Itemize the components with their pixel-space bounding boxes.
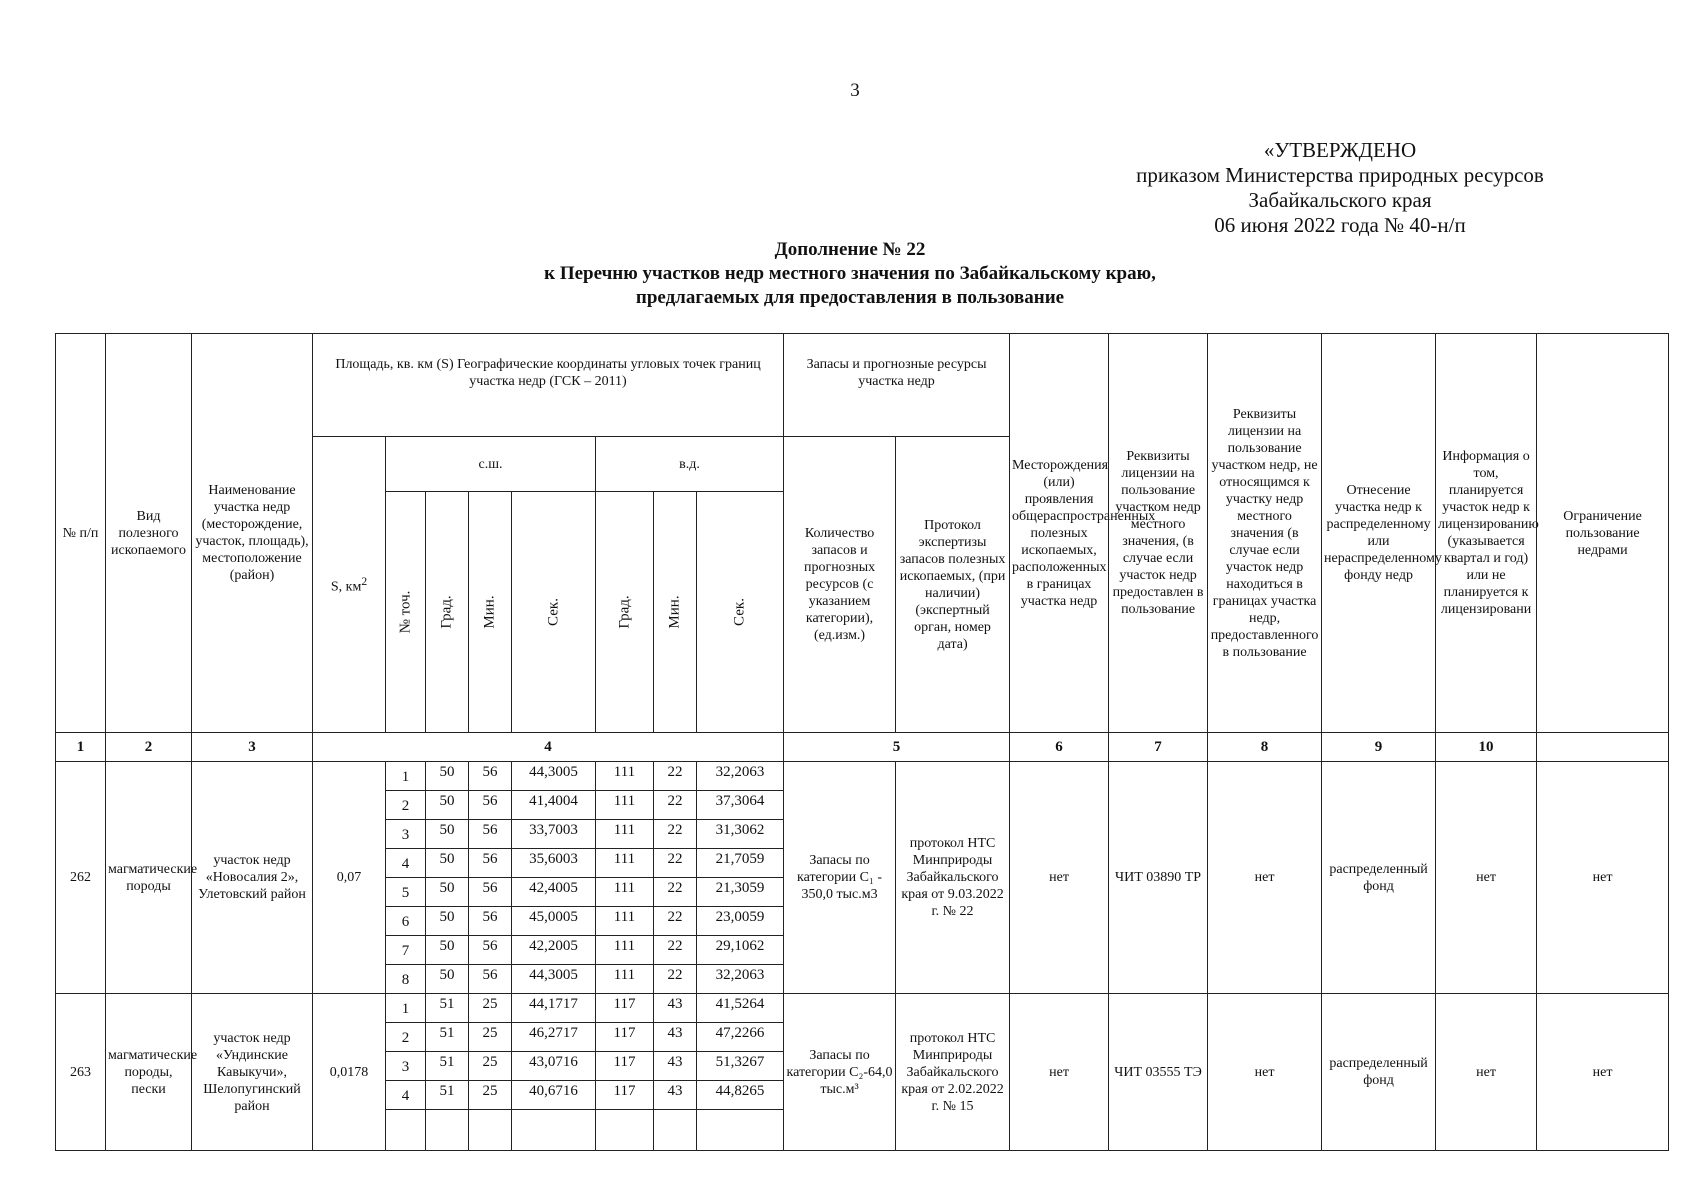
- empty-cell: [596, 1110, 654, 1151]
- title-line-3: предлагаемых для предоставления в пользование: [635, 287, 1065, 308]
- expert-protocol: протокол НТС Минприроды Забайкальского края от 2.02.2022 г. № 15: [896, 994, 1010, 1151]
- north-deg: 50: [426, 820, 469, 849]
- point-number: 2: [386, 791, 426, 820]
- east-min: 43: [654, 1081, 697, 1110]
- site-name: участок недр «Ундинские Кавыкучи», Шелопугинский район: [192, 994, 313, 1151]
- approval-line-3: Забайкальского края: [1248, 188, 1432, 212]
- east-deg: 117: [596, 1023, 654, 1052]
- header-license-other: Реквизиты лицензии на пользование участком недр, не относящимся к участку недр местного значения (в случае если участок недр находиться в границах участка недр, предоставленного в пользование: [1208, 334, 1322, 733]
- north-sec: 44,3005: [512, 965, 596, 994]
- east-deg: 111: [596, 936, 654, 965]
- header-deposits: Месторождения (или) проявления общераспространенных полезных ископаемых, расположенных в границах участка недр: [1010, 334, 1109, 733]
- column-number: 10: [1436, 733, 1537, 762]
- north-deg: 50: [426, 791, 469, 820]
- point-number: 6: [386, 907, 426, 936]
- licensing-info: нет: [1436, 994, 1537, 1151]
- mineral-type: магматические породы: [106, 762, 192, 994]
- east-sec: 51,3267: [697, 1052, 784, 1081]
- east-min: 22: [654, 878, 697, 907]
- north-deg: 51: [426, 994, 469, 1023]
- header-mineral-type: Вид полезного ископаемого: [106, 334, 192, 733]
- north-deg: 50: [426, 907, 469, 936]
- point-number: 1: [386, 994, 426, 1023]
- approval-stamp: [1100, 138, 1580, 238]
- fund-status: распределенный фонд: [1322, 994, 1436, 1151]
- column-number-row: [56, 733, 1669, 762]
- title-line-1: Дополнение № 22: [774, 239, 926, 260]
- empty-cell: [386, 1110, 426, 1151]
- north-sec: 40,6716: [512, 1081, 596, 1110]
- north-sec: 44,1717: [512, 994, 596, 1023]
- row-number: 262: [56, 762, 106, 994]
- east-min: 22: [654, 820, 697, 849]
- area-value: 0,07: [313, 762, 386, 994]
- north-sec: 42,2005: [512, 936, 596, 965]
- title-line-2: к Перечню участков недр местного значения по Забайкальскому краю,: [544, 263, 1156, 284]
- north-min: 25: [469, 994, 512, 1023]
- header-site-name: Наименование участка недр (месторождение, участок, площадь), местоположение (район): [192, 334, 313, 733]
- license-other: нет: [1208, 762, 1322, 994]
- header-north-sec: Сек.: [512, 492, 596, 733]
- east-sec: 31,3062: [697, 820, 784, 849]
- expert-protocol: протокол НТС Минприроды Забайкальского края от 9.03.2022 г. № 22: [896, 762, 1010, 994]
- header-reserves-qty: Количество запасов и прогнозных ресурсов (с указанием категории), (ед.изм.): [784, 437, 896, 733]
- header-num: № п/п: [56, 334, 106, 733]
- approval-line-2: приказом Министерства природных ресурсов: [1136, 163, 1544, 187]
- column-number: 8: [1208, 733, 1322, 762]
- east-deg: 111: [596, 965, 654, 994]
- north-sec: 45,0005: [512, 907, 596, 936]
- east-min: 22: [654, 907, 697, 936]
- north-min: 56: [469, 762, 512, 791]
- north-min: 56: [469, 936, 512, 965]
- north-min: 56: [469, 849, 512, 878]
- fund-status: распределенный фонд: [1322, 762, 1436, 994]
- north-deg: 51: [426, 1023, 469, 1052]
- north-sec: 46,2717: [512, 1023, 596, 1052]
- east-min: 43: [654, 994, 697, 1023]
- empty-cell: [469, 1110, 512, 1151]
- column-number: 4: [313, 733, 784, 762]
- empty-cell: [512, 1110, 596, 1151]
- east-sec: 32,2063: [697, 762, 784, 791]
- column-number: 5: [784, 733, 1010, 762]
- header-east-deg: Град.: [596, 492, 654, 733]
- east-sec: 47,2266: [697, 1023, 784, 1052]
- north-min: 56: [469, 878, 512, 907]
- point-number: 4: [386, 1081, 426, 1110]
- table-row: [56, 762, 1669, 791]
- license-local: ЧИТ 03890 ТР: [1109, 762, 1208, 994]
- east-sec: 23,0059: [697, 907, 784, 936]
- point-number: 8: [386, 965, 426, 994]
- empty-cell: [654, 1110, 697, 1151]
- north-min: 56: [469, 791, 512, 820]
- column-number: [1537, 733, 1669, 762]
- reserves-qty: Запасы по категории С₁ - 350,0 тыс.м3: [784, 762, 896, 994]
- north-min: 56: [469, 907, 512, 936]
- north-deg: 50: [426, 878, 469, 907]
- east-sec: 21,7059: [697, 849, 784, 878]
- point-number: 5: [386, 878, 426, 907]
- header-east-min: Мин.: [654, 492, 697, 733]
- east-sec: 32,2063: [697, 965, 784, 994]
- east-sec: 29,1062: [697, 936, 784, 965]
- restriction-info: нет: [1537, 994, 1669, 1151]
- approval-line-1: «УТВЕРЖДЕНО: [1263, 138, 1417, 162]
- north-deg: 50: [426, 762, 469, 791]
- east-deg: 117: [596, 1052, 654, 1081]
- north-min: 56: [469, 965, 512, 994]
- east-deg: 111: [596, 907, 654, 936]
- north-deg: 50: [426, 936, 469, 965]
- empty-cell: [426, 1110, 469, 1151]
- north-min: 56: [469, 820, 512, 849]
- header-area-coordinates: Площадь, кв. км (S) Географические координаты угловых точек границ участка недр (ГСК – 2011): [313, 334, 784, 437]
- point-number: 4: [386, 849, 426, 878]
- point-number: 2: [386, 1023, 426, 1052]
- header-north-deg: Град.: [426, 492, 469, 733]
- mineral-type: магматические породы, пески: [106, 994, 192, 1151]
- header-license-local: Реквизиты лицензии на пользование участком недр местного значения, (в случае если участок недр предоставлен в пользование: [1109, 334, 1208, 733]
- reserves-qty: Запасы по категории С₂-64,0 тыс.м³: [784, 994, 896, 1151]
- east-deg: 111: [596, 820, 654, 849]
- header-north-latitude: с.ш.: [386, 437, 596, 492]
- east-deg: 117: [596, 994, 654, 1023]
- header-east-sec: Сек.: [697, 492, 784, 733]
- east-min: 22: [654, 849, 697, 878]
- document-title: [430, 238, 1270, 310]
- header-north-min: Мин.: [469, 492, 512, 733]
- north-min: 25: [469, 1081, 512, 1110]
- header-protocol: Протокол экспертизы запасов полезных ископаемых, (при наличии) (экспертный орган, номер дата): [896, 437, 1010, 733]
- east-min: 43: [654, 1052, 697, 1081]
- east-deg: 111: [596, 849, 654, 878]
- east-deg: 111: [596, 878, 654, 907]
- licensing-info: нет: [1436, 762, 1537, 994]
- north-sec: 44,3005: [512, 762, 596, 791]
- east-sec: 44,8265: [697, 1081, 784, 1110]
- empty-cell: [697, 1110, 784, 1151]
- column-number: 1: [56, 733, 106, 762]
- deposits-info: нет: [1010, 994, 1109, 1151]
- site-name: участок недр «Новосалия 2», Улетовский район: [192, 762, 313, 994]
- header-reserves-group: Запасы и прогнозные ресурсы участка недр: [784, 334, 1010, 437]
- point-number: 1: [386, 762, 426, 791]
- east-min: 22: [654, 936, 697, 965]
- east-min: 22: [654, 965, 697, 994]
- table-row: [56, 994, 1669, 1023]
- header-point-no: № точ.: [386, 492, 426, 733]
- east-sec: 41,5264: [697, 994, 784, 1023]
- license-other: нет: [1208, 994, 1322, 1151]
- column-number: 7: [1109, 733, 1208, 762]
- north-sec: 41,4004: [512, 791, 596, 820]
- north-deg: 50: [426, 849, 469, 878]
- area-value: 0,0178: [313, 994, 386, 1151]
- deposits-info: нет: [1010, 762, 1109, 994]
- point-number: 3: [386, 820, 426, 849]
- header-area-s: S, $км^2$: [313, 437, 386, 733]
- east-min: 43: [654, 1023, 697, 1052]
- column-number: 6: [1010, 733, 1109, 762]
- approval-line-4: 06 июня 2022 года № 40-н/п: [1214, 213, 1466, 237]
- header-fund: Отнесение участка недр к распределенному или нераспределенному фонду недр: [1322, 334, 1436, 733]
- column-number: 9: [1322, 733, 1436, 762]
- east-deg: 111: [596, 762, 654, 791]
- point-number: 3: [386, 1052, 426, 1081]
- header-east-longitude: в.д.: [596, 437, 784, 492]
- north-min: 25: [469, 1052, 512, 1081]
- row-number: 263: [56, 994, 106, 1151]
- east-deg: 117: [596, 1081, 654, 1110]
- north-sec: 43,0716: [512, 1052, 596, 1081]
- column-number: 3: [192, 733, 313, 762]
- east-sec: 21,3059: [697, 878, 784, 907]
- east-deg: 111: [596, 791, 654, 820]
- east-sec: 37,3064: [697, 791, 784, 820]
- north-sec: 35,6003: [512, 849, 596, 878]
- header-restriction: Ограничение пользование недрами: [1537, 334, 1669, 733]
- east-min: 22: [654, 762, 697, 791]
- subsoil-sites-table: [55, 333, 1669, 1151]
- point-number: 7: [386, 936, 426, 965]
- restriction-info: нет: [1537, 762, 1669, 994]
- east-min: 22: [654, 791, 697, 820]
- north-deg: 51: [426, 1052, 469, 1081]
- column-number: 2: [106, 733, 192, 762]
- north-deg: 51: [426, 1081, 469, 1110]
- header-licensing-info: Информация о том, планируется участок недр к лицензированию (указывается квартал и год) или не планируется к лицензировани: [1436, 334, 1537, 733]
- page-number: 3: [850, 80, 860, 101]
- north-sec: 33,7003: [512, 820, 596, 849]
- north-deg: 50: [426, 965, 469, 994]
- license-local: ЧИТ 03555 ТЭ: [1109, 994, 1208, 1151]
- north-min: 25: [469, 1023, 512, 1052]
- north-sec: 42,4005: [512, 878, 596, 907]
